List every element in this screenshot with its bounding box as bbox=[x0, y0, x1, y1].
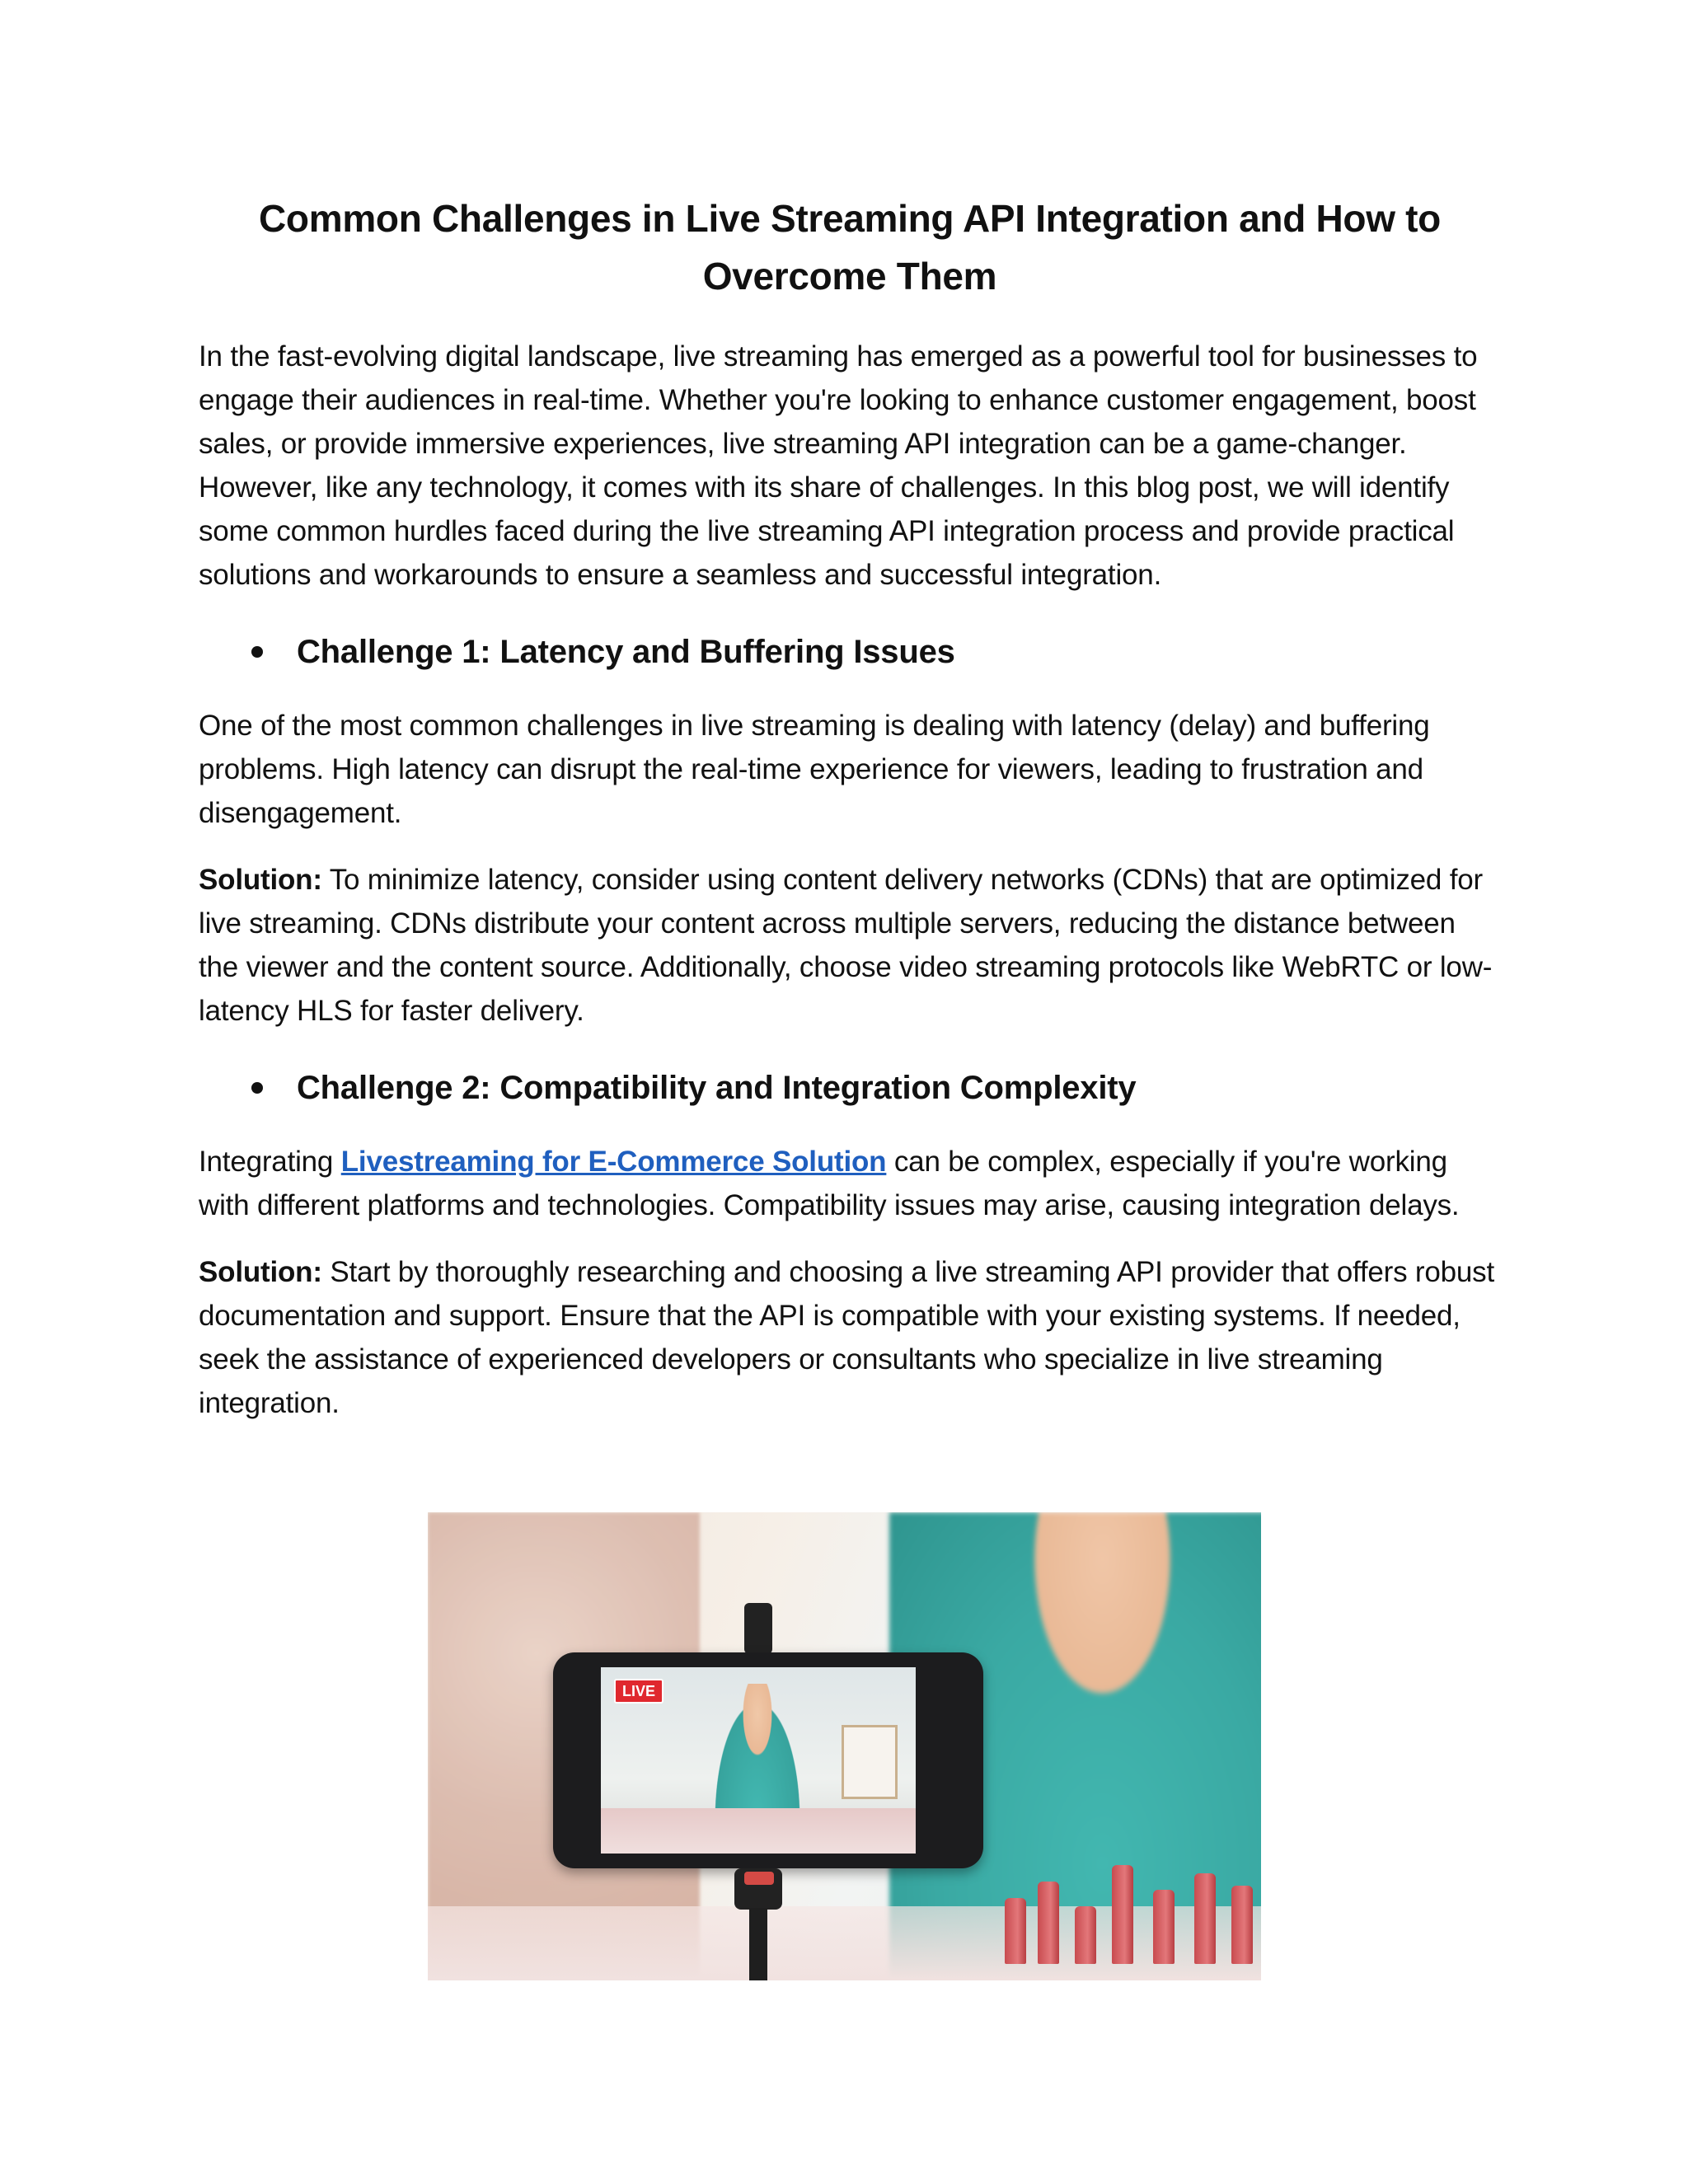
challenge-1-heading bbox=[251, 630, 1501, 674]
lipstick-product bbox=[1231, 1886, 1253, 1964]
solution-label: Solution: bbox=[199, 1256, 322, 1288]
smartphone bbox=[553, 1652, 983, 1868]
body-suffix: can be complex, especially if you're working with different platforms and technologies. Compatibility issues may arise, causing integration delays. bbox=[199, 1146, 1460, 1221]
solution-text: To minimize latency, consider using content delivery networks (CDNs) that are optimized for live streaming. CDNs distribute your content across multiple servers, reducing the distance between the viewer and the content source. Additionally, choose video streaming protocols like WebRTC or low-latency HLS for faster delivery. bbox=[199, 864, 1493, 1027]
mount-knob bbox=[744, 1872, 774, 1885]
solution-label: Solution: bbox=[199, 864, 322, 896]
lipstick-product bbox=[1194, 1873, 1216, 1964]
phone-mount-clip bbox=[744, 1603, 772, 1654]
tripod-stand bbox=[749, 1908, 767, 1980]
lipstick-product bbox=[1038, 1882, 1059, 1964]
letterboard-sign bbox=[842, 1725, 898, 1799]
challenge-2-heading bbox=[251, 1066, 1501, 1110]
challenge-2-solution bbox=[199, 1250, 1501, 1425]
lipstick-product bbox=[1112, 1865, 1133, 1964]
body-prefix: Integrating bbox=[199, 1146, 341, 1178]
challenge-2-heading-text: Challenge 2: Compatibility and Integration Complexity bbox=[297, 1070, 1137, 1106]
bullet-icon bbox=[251, 646, 263, 658]
lipstick-product bbox=[1153, 1890, 1175, 1964]
challenge-1-heading-text: Challenge 1: Latency and Buffering Issues bbox=[297, 634, 955, 670]
challenge-2-body bbox=[199, 1140, 1501, 1227]
live-badge: LIVE bbox=[614, 1679, 663, 1704]
bullet-icon bbox=[251, 1082, 263, 1094]
solution-text: Start by thoroughly researching and choosing a live streaming API provider that offers robust documentation and support. Ensure that the API is compatible with your existing systems. If needed, seek the assistance of experienced developers or consultants who specialize in live streaming integration. bbox=[199, 1256, 1495, 1419]
lipstick-product bbox=[1075, 1906, 1096, 1964]
screen-table bbox=[601, 1808, 916, 1854]
phone-screen bbox=[601, 1667, 916, 1854]
challenge-1-solution bbox=[199, 858, 1501, 1033]
lipstick-product bbox=[1005, 1898, 1026, 1964]
intro-paragraph: In the fast-evolving digital landscape, live streaming has emerged as a powerful tool for businesses to engage their audiences in real-time. Whether you're looking to enhance customer engagement, boost sales, or provide immersive experiences, live streaming API integration can be a game-changer. However, like any technology, it comes with its share of challenges. In this blog post, we will identify some common hurdles faced during the live streaming API integration process and provide practical solutions and workarounds to ensure a seamless and successful integration. bbox=[199, 340, 1478, 591]
page-title: Common Challenges in Live Streaming API Integration and How to Overcome Them bbox=[259, 197, 1441, 298]
challenge-1-body: One of the most common challenges in live streaming is dealing with latency (delay) and buffering problems. High latency can disrupt the real-time experience for viewers, leading to frustration and disengagement. bbox=[199, 710, 1430, 829]
document-page bbox=[199, 190, 1501, 1448]
ecommerce-solution-link[interactable]: Livestreaming for E-Commerce Solution bbox=[340, 1146, 887, 1178]
table-surface bbox=[428, 1906, 1261, 1980]
live-streaming-photo bbox=[428, 1512, 1261, 1980]
